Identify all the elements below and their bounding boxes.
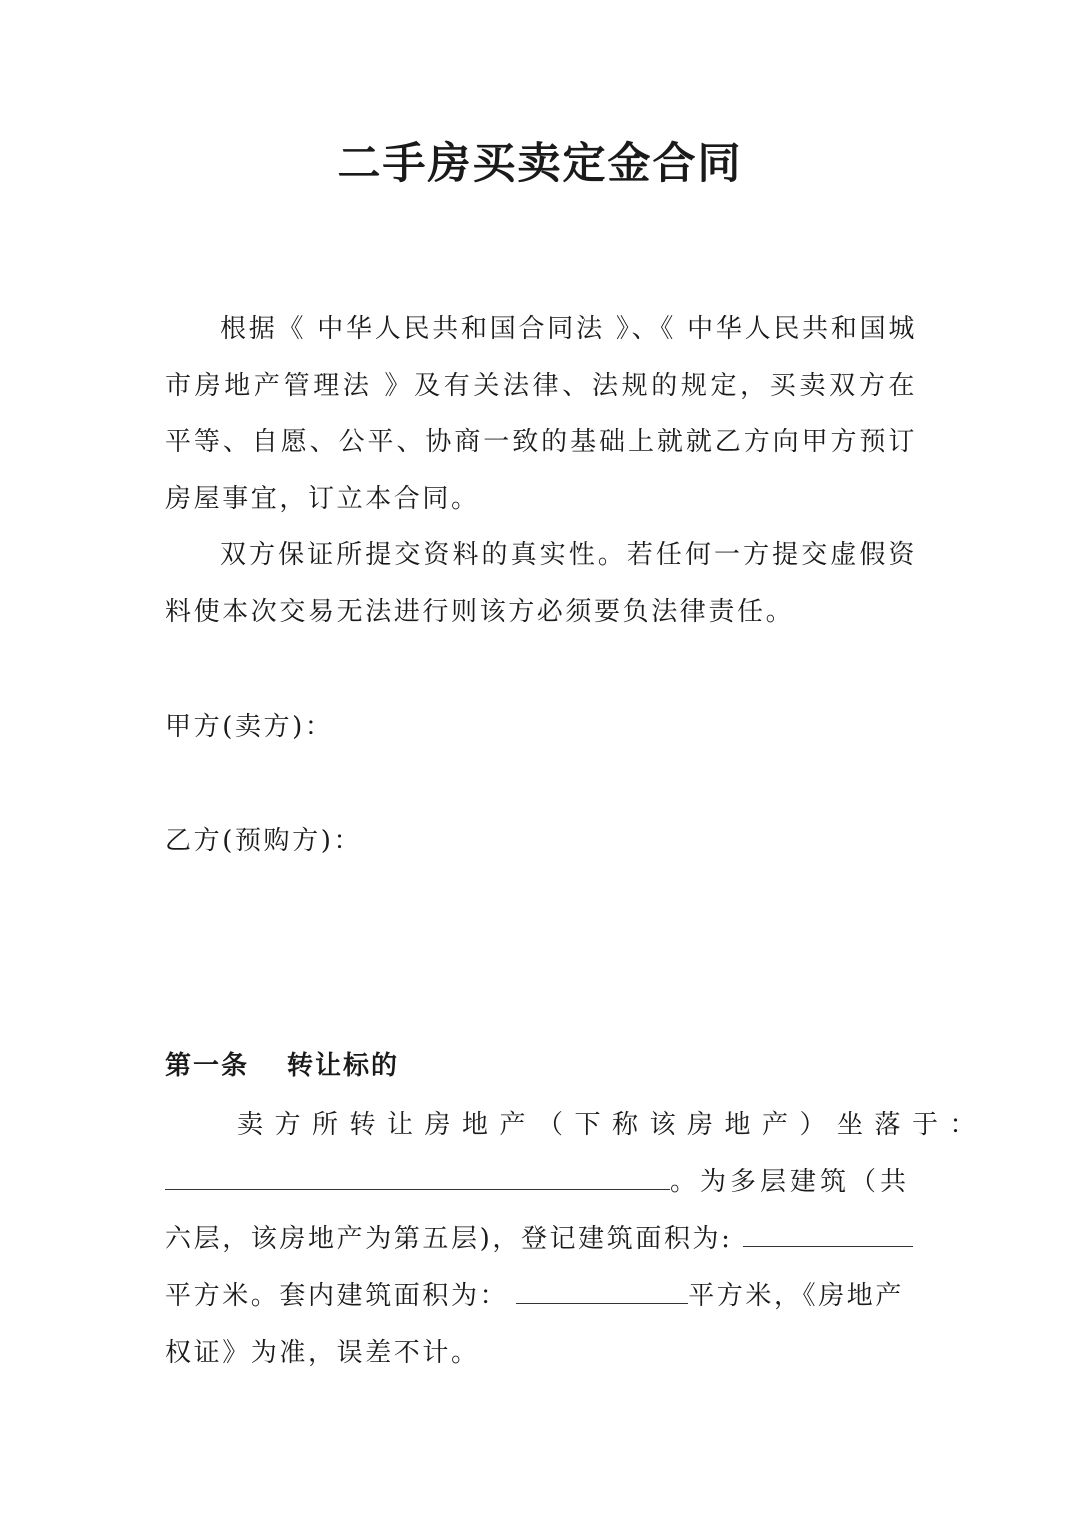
article-1-number: 第一条 [165, 1051, 250, 1081]
article-1-line-4-text-a: 平方米。套内建筑面积为： [165, 1281, 509, 1311]
party-a-label: 甲方(卖方)： [165, 712, 334, 742]
article-1-line-3 [165, 1218, 917, 1258]
article-1-line-4 [165, 1275, 917, 1315]
article-1-line-2 [165, 1161, 917, 1201]
article-1-heading [165, 1045, 399, 1082]
article-1-line-2-text: 。为多层建筑（共 [670, 1167, 911, 1197]
preamble-paragraph-1: 根据《 中华人民共和国合同法 》、《 中华人民共和国城市房地产管理法 》及有关法律、法规的规定，买卖双方在平等、自愿、公平、协商一致的基础上就就乙方向甲方预订房屋事宜，订立本合同。 [165, 314, 917, 514]
article-1-line-1: 卖方所转让房地产（下称该房地产）坐落于： [237, 1110, 988, 1140]
article-1-line-5: 权证》为准，误差不计。 [165, 1338, 480, 1368]
preamble-paragraph-2: 双方保证所提交资料的真实性。若任何一方提交虚假资料使本次交易无法进行则该方必须要负法律责任。 [165, 540, 917, 627]
article-1-line-4-text-b: 平方米，《房地产 [688, 1281, 905, 1311]
party-b-label: 乙方(预购方)： [165, 826, 363, 856]
registered-area-blank[interactable] [743, 1219, 913, 1247]
article-1-line-3-text: 六层，该房地产为第五层)，登记建筑面积为: [165, 1224, 733, 1254]
article-1-title: 转让标的 [287, 1051, 400, 1081]
location-blank[interactable] [165, 1162, 670, 1190]
inner-area-blank[interactable] [516, 1276, 688, 1304]
document-title: 二手房买卖定金合同 [337, 139, 743, 189]
